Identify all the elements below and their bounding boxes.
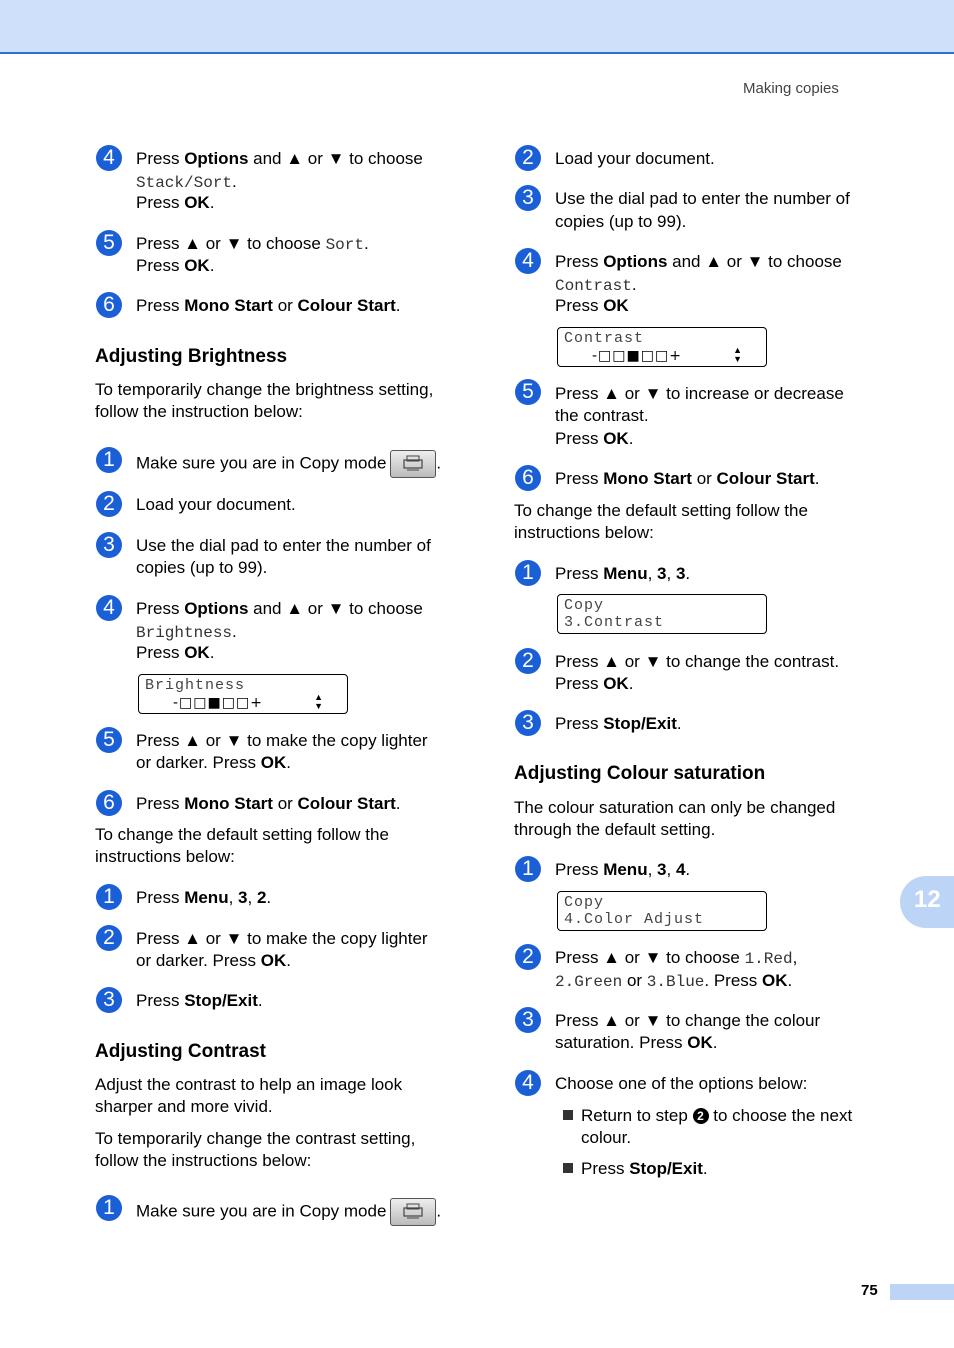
page-number: 75: [861, 1282, 878, 1299]
header-bar: [0, 0, 954, 54]
step-text: Press Stop/Exit.: [136, 991, 263, 1010]
chapter-number: 12: [914, 886, 941, 913]
step-text: Press OK.: [136, 193, 215, 212]
step-text: Press Options and ▲ or ▼ to choose: [555, 252, 842, 271]
step-text: Press Options and ▲ or ▼ to choose: [136, 149, 423, 168]
lcd-line2: 4.Color Adjust: [564, 911, 705, 928]
step-text: Press OK: [555, 296, 629, 315]
section-heading: Adjusting Contrast: [95, 1041, 266, 1062]
step-text: Contrast.: [555, 275, 637, 295]
step-badge: 6: [96, 292, 122, 318]
step-text: Press OK.: [136, 256, 215, 275]
step-text: Press ▲ or ▼ to increase or decrease: [555, 384, 844, 403]
step-text: the contrast.: [555, 406, 649, 425]
step-text: Press ▲ or ▼ to choose 1.Red,: [555, 948, 798, 968]
section-heading: Adjusting Brightness: [95, 346, 288, 367]
step-text: Load your document.: [555, 149, 715, 168]
paragraph: follow the instructions below:: [95, 1151, 312, 1170]
step-ref-badge: 2: [693, 1108, 709, 1124]
up-down-arrows-icon: ▲ ▼: [314, 692, 323, 711]
copy-mode-button: [390, 450, 436, 478]
step-badge: 1: [96, 1195, 122, 1221]
step-badge: 1: [96, 884, 122, 910]
lcd-line1: Copy: [564, 597, 605, 614]
lcd-display: [557, 891, 767, 931]
step-badge: 4: [515, 248, 541, 274]
step-text: Press OK.: [555, 674, 634, 693]
copy-mode-button: [390, 1198, 436, 1226]
step-badge: 1: [96, 447, 122, 473]
step-text: Press ▲ or ▼ to change the colour: [555, 1011, 821, 1030]
step-badge: 2: [515, 145, 541, 171]
step-text: Press ▲ or ▼ to make the copy lighter: [136, 929, 428, 948]
step-text: or darker. Press OK.: [136, 951, 291, 970]
paragraph: To temporarily change the contrast setting,: [95, 1129, 416, 1148]
footer-bar: [890, 1284, 954, 1300]
step-text: Press Mono Start or Colour Start.: [136, 794, 401, 813]
step-text: Stack/Sort.: [136, 172, 237, 192]
lcd-line1: Brightness: [145, 677, 246, 694]
step-badge: 4: [515, 1070, 541, 1096]
lcd-display: [138, 674, 348, 714]
paragraph: sharper and more vivid.: [95, 1097, 273, 1116]
paragraph: To temporarily change the brightness setting,: [95, 380, 434, 399]
paragraph: through the default setting.: [514, 820, 716, 839]
copy-icon: [401, 455, 425, 473]
lcd-level-bar: -□□■□□+: [173, 695, 263, 711]
lcd-line2: 3.Contrast: [564, 614, 665, 631]
step-text: Press ▲ or ▼ to make the copy lighter: [136, 731, 428, 750]
up-down-arrows-icon: ▲ ▼: [733, 345, 742, 364]
copy-icon: [401, 1203, 425, 1221]
step-text: Press Menu, 3, 4.: [555, 860, 691, 879]
step-badge: 1: [515, 856, 541, 882]
step-badge: 6: [96, 790, 122, 816]
lcd-line1: Contrast: [564, 330, 645, 347]
step-badge: 5: [515, 379, 541, 405]
step-text: 2.Green or 3.Blue. Press OK.: [555, 971, 793, 991]
step-badge: 4: [96, 145, 122, 171]
paragraph: The colour saturation can only be changed: [514, 798, 836, 817]
step-text: Press Menu, 3, 3.: [555, 564, 691, 583]
step-text: Press ▲ or ▼ to choose Sort.: [136, 234, 369, 254]
lcd-line1: Copy: [564, 894, 605, 911]
step-badge: 3: [96, 532, 122, 558]
step-text: Press OK.: [555, 429, 634, 448]
step-text: or darker. Press OK.: [136, 753, 291, 772]
lcd-level-bar: -□□■□□+: [592, 348, 682, 364]
bullet-item: Return to step 2 to choose the next: [563, 1105, 852, 1127]
step-badge: 3: [515, 710, 541, 736]
step-badge: 2: [96, 491, 122, 517]
bullet-icon: [563, 1110, 573, 1120]
step-text: Use the dial pad to enter the number of: [555, 189, 850, 208]
paragraph: Adjust the contrast to help an image look: [95, 1075, 403, 1094]
step-badge: 3: [515, 185, 541, 211]
step-text: Press ▲ or ▼ to change the contrast.: [555, 652, 840, 671]
step-text: Use the dial pad to enter the number of: [136, 536, 431, 555]
step-badge: 5: [96, 727, 122, 753]
lcd-display: [557, 327, 767, 367]
paragraph: follow the instruction below:: [95, 402, 303, 421]
step-text: Press Options and ▲ or ▼ to choose: [136, 599, 423, 618]
step-text: Press Menu, 3, 2.: [136, 888, 272, 907]
step-badge: 4: [96, 595, 122, 621]
bullet-item-cont: colour.: [581, 1128, 632, 1147]
step-text: Press OK.: [136, 643, 215, 662]
step-text: Make sure you are in Copy mode .: [136, 1198, 441, 1226]
step-text: Make sure you are in Copy mode .: [136, 450, 441, 478]
step-badge: 2: [515, 648, 541, 674]
step-text: Brightness.: [136, 622, 237, 642]
step-text: saturation. Press OK.: [555, 1033, 718, 1052]
step-text: Press Mono Start or Colour Start.: [136, 296, 401, 315]
step-badge: 3: [96, 987, 122, 1013]
step-text: Load your document.: [136, 495, 296, 514]
step-badge: 2: [515, 944, 541, 970]
step-text: copies (up to 99).: [136, 558, 268, 577]
step-badge: 2: [96, 925, 122, 951]
step-badge: 5: [96, 230, 122, 256]
paragraph: To change the default setting follow the: [514, 501, 808, 520]
paragraph: instructions below:: [514, 523, 654, 542]
step-badge: 6: [515, 465, 541, 491]
bullet-item: Press Stop/Exit.: [563, 1158, 708, 1180]
lcd-display: [557, 594, 767, 634]
step-text: Choose one of the options below:: [555, 1074, 808, 1093]
step-text: Press Stop/Exit.: [555, 714, 682, 733]
paragraph: To change the default setting follow the: [95, 825, 389, 844]
bullet-icon: [563, 1163, 573, 1173]
step-badge: 3: [515, 1007, 541, 1033]
paragraph: instructions below:: [95, 847, 235, 866]
section-title: Making copies: [743, 80, 839, 97]
chapter-tab: [900, 876, 954, 928]
step-text: Press Mono Start or Colour Start.: [555, 469, 820, 488]
section-heading: Adjusting Colour saturation: [514, 763, 766, 784]
step-text: copies (up to 99).: [555, 212, 687, 231]
step-badge: 1: [515, 560, 541, 586]
